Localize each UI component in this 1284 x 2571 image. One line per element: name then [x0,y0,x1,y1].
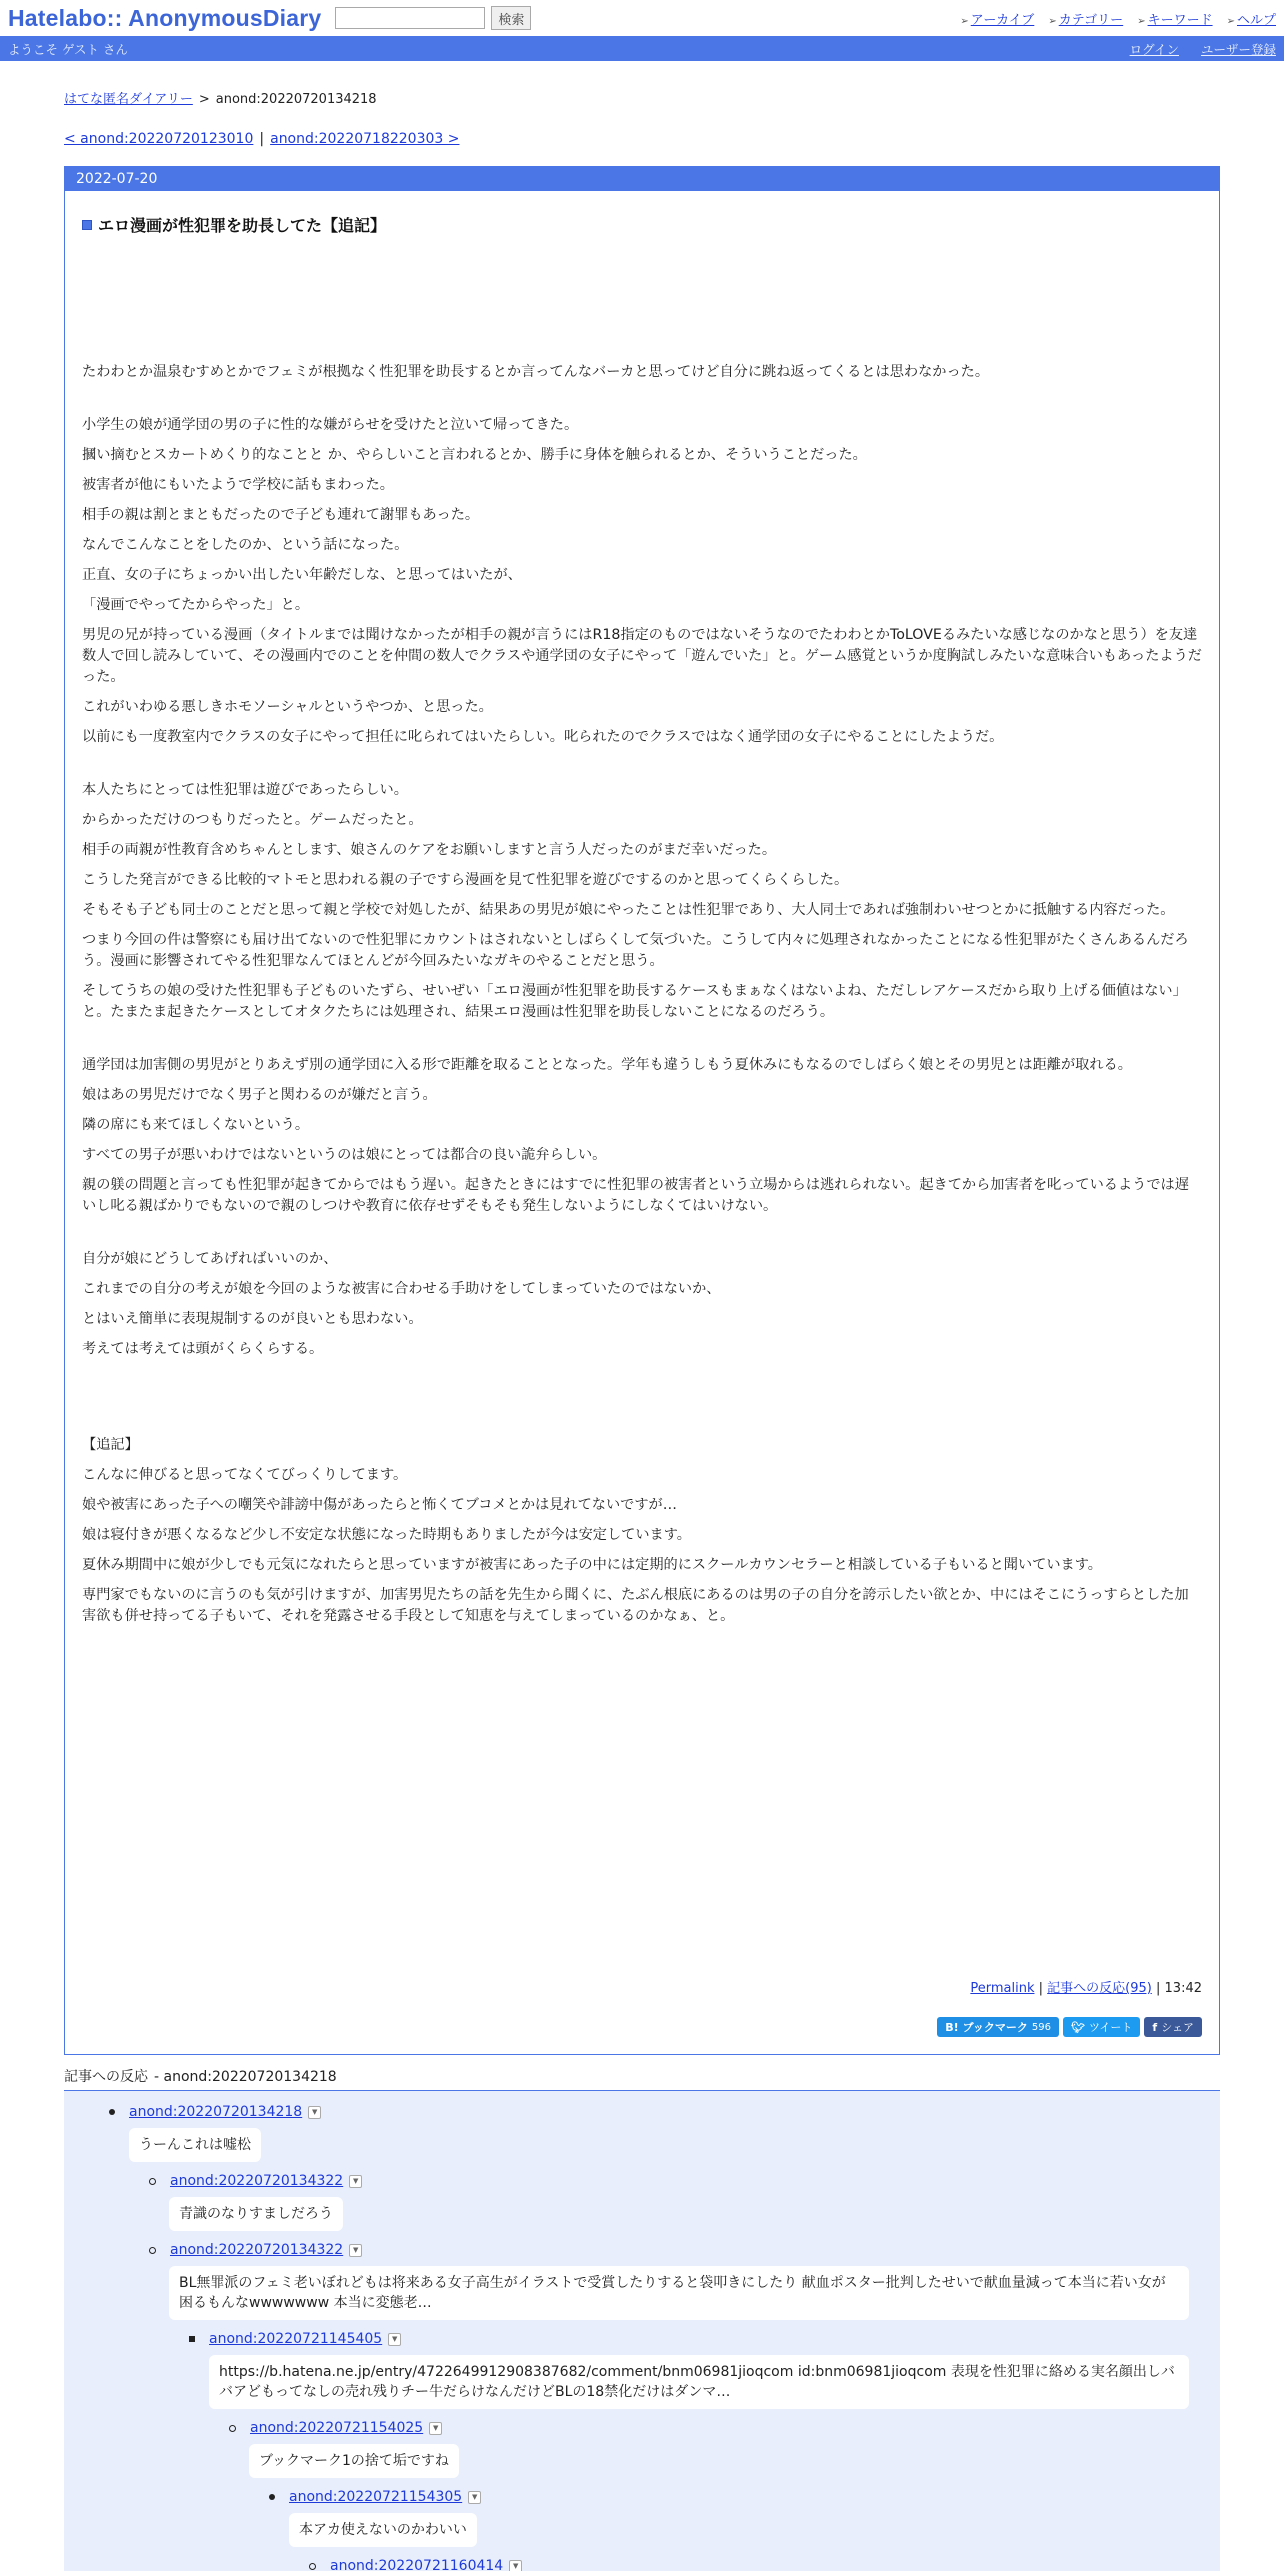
paragraph: すべての男子が悪いわけではないというのは娘にとっては都合の良い詭弁らしい。 [82,1145,1202,1166]
entry-time: 13:42 [1165,1981,1202,1996]
site-logo[interactable]: Hatelabo:: AnonymousDiary [8,5,321,32]
footer-divider: | [1039,1981,1043,1996]
paragraph: 正直、女の子にちょっかい出したい年齢だしな、と思ってはいたが、 [82,565,1202,586]
breadcrumb-current: anond:20220720134218 [216,92,377,107]
reactions-target: anond:20220720134218 [164,2069,337,2085]
paragraph: 専門家でもないのに言うのも気が引けますが、加害男児たちの話を先生から聞くに、たぶん根底にあるのは男の子の自分を誇示したい欲とか、中にはそこにうっすらとした加害欲も併せ持ってる子もいて、それを発露させる手段として知恵を与えてしまっているのかなぁ、と。 [82,1585,1202,1627]
reaction-item [229,2417,1220,2486]
reactions-tree [64,2091,1220,2571]
bullet [149,2247,156,2254]
reaction-text: ブックマーク1の捨て垢ですね [249,2444,459,2478]
nav-keyword[interactable]: ➢ キーワード [1137,9,1212,28]
paragraph: これがいわゆる悪しきホモソーシャルというやつか、と思った。 [82,697,1202,718]
paragraph: なんでこんなことをしたのか、という話になった。 [82,535,1202,556]
entry-pager [64,131,1220,147]
reaction-item [269,2486,1220,2555]
reaction-text: うーんこれは嘘松 [129,2128,261,2162]
chevron-down-icon[interactable]: ▼ [509,2560,522,2571]
section-square-icon[interactable] [82,220,92,230]
reaction-text: BL無罪派のフェミ老いぼれどもは将来ある女子高生がイラストで受賞したりすると袋叩きにしたり 献血ポスター批判したせいで献血量減って本当に若い女が困るもんなwwwwwww 本当に変態老… [169,2266,1189,2320]
reaction-item [149,2170,1220,2239]
main-container [64,88,1220,2571]
bookmark-count: 596 [1032,2022,1051,2033]
facebook-share-button[interactable]: f シェア [1144,2017,1202,2037]
reaction-item [309,2555,1220,2571]
reaction-text: 本アカ使えないのかわいい [289,2513,477,2547]
chevron-down-icon[interactable]: ▼ [349,2175,362,2188]
hatena-bookmark-button[interactable]: B! ブックマーク 596 [937,2017,1059,2037]
reaction-item [189,2328,1220,2417]
pager-divider: | [259,131,264,147]
bullet [149,2178,156,2185]
entry-footer [970,1977,1202,1996]
paragraph: 娘はあの男児だけでなく男子と関わるのが嫌だと言う。 [82,1085,1202,1106]
reaction-text: 青識のなりすましだろう [169,2197,343,2231]
bullet [109,2109,115,2115]
paragraph: 娘は寝付きが悪くなるなど少し不安定な状態になった時期もありましたが今は安定しています。 [82,1525,1202,1546]
entry-section [65,213,1219,1627]
paragraph: 被害者が他にもいたようで学校に話もまわった。 [82,475,1202,496]
reaction-link[interactable]: anond:20220721145405 [209,2331,382,2347]
share-buttons [937,2017,1202,2037]
hatena-bookmark-icon: B! [945,2021,958,2034]
paragraph: 男児の兄が持っている漫画（タイトルまでは聞けなかったが相手の親が言うにはR18指定のものではないそうなのでたわわとかToLOVEるみたいな感じなのかなと思う）を友達数人で回し読みしていて、その漫画内でのことを仲間の数人でクラスや通学団の女子にやって「遊んでいた」と。ゲーム感覚というか度胸試しみたいな意味合いもあったようだった。 [82,625,1202,688]
chevron-down-icon[interactable]: ▼ [349,2244,362,2257]
reaction-link[interactable]: anond:20220720134322 [170,2173,343,2189]
twitter-bird-icon: 🐦︎ [1071,2021,1085,2034]
prev-entry-link[interactable]: < anond:20220720123010 [64,131,253,147]
reaction-item [149,2239,1220,2328]
paragraph: 考えては考えては頭がくらくらする。 [82,1339,1202,1360]
reaction-link[interactable]: anond:20220720134218 [129,2104,302,2120]
reactions-link[interactable]: 記事への反応(95) [1047,1981,1152,1996]
reaction-link[interactable]: anond:20220721160414 [330,2558,503,2571]
paragraph: 【追記】 [82,1435,1202,1456]
entry-title-text: エロ漫画が性犯罪を助長してた【追記】 [98,213,386,236]
register-link[interactable]: ユーザー登録 [1201,40,1276,58]
facebook-icon: f [1152,2021,1157,2034]
paragraph: そもそも子ども同士のことだと思って親と学校で対処したが、結果あの男児が娘にやったことは性犯罪であり、大人同士であれば強制わいせつとかに抵触する内容だった。 [82,900,1202,921]
breadcrumb-root[interactable]: はてな匿名ダイアリー [64,92,193,107]
search-input[interactable] [335,7,485,29]
nav-help[interactable]: ➢ ヘルプ [1227,9,1276,28]
reactions-heading: 記事への反応 - anond:20220720134218 [64,2066,1220,2091]
paragraph: 相手の親は割とまともだったので子ども連れて謝罪もあった。 [82,505,1202,526]
nav-archive[interactable]: ➢ アーカイブ [960,9,1034,28]
breadcrumb-sep: > [199,92,210,107]
top-nav [960,9,1276,28]
arrow-icon: ➢ [1137,16,1145,27]
top-bar [0,0,1284,36]
paragraph: 以前にも一度教室内でクラスの女子にやって担任に叱られてはいたらしい。叱られたのでクラスではなく通学団の女子にやることにしたようだ。 [82,727,1202,748]
chevron-down-icon[interactable]: ▼ [468,2491,481,2504]
reaction-item [109,2101,1220,2170]
arrow-icon: ➢ [1227,16,1235,27]
bullet [189,2336,195,2342]
bullet [309,2563,316,2570]
arrow-icon: ➢ [960,16,968,27]
chevron-down-icon[interactable]: ▼ [388,2333,401,2346]
paragraph: 本人たちにとっては性犯罪は遊びであったらしい。 [82,780,1202,801]
reaction-link[interactable]: anond:20220721154305 [289,2489,462,2505]
paragraph: 「漫画でやってたからやった」と。 [82,595,1202,616]
reaction-link[interactable]: anond:20220721154025 [250,2420,423,2436]
welcome-bar [0,36,1284,61]
paragraph: 娘や被害にあった子への嘲笑や誹謗中傷があったらと怖くてブコメとかは見れてないですが… [82,1495,1202,1516]
paragraph: 夏休み期間中に娘が少しでも元気になれたらと思っていますが被害にあった子の中には定期的にスクールカウンセラーと相談している子もいると聞いています。 [82,1555,1202,1576]
entry-title [82,213,1202,236]
reaction-text: https://b.hatena.ne.jp/entry/4722649912908387682/comment/bnm06981jioqcom id:bnm06981jioqcom 表現を性犯罪に絡める実名顔出しババアどもってなしの売れ残りチー牛だらけなんだけどBLの18禁化だけはダンマ… [209,2355,1189,2409]
paragraph: とはいえ簡単に表現規制するのが良いとも思わない。 [82,1309,1202,1330]
paragraph: 相手の両親が性教育含めちゃんとします、娘さんのケアをお願いしますと言う人だったのがまだ幸いだった。 [82,840,1202,861]
footer-divider: | [1156,1981,1160,1996]
next-entry-link[interactable]: anond:20220718220303 > [270,131,459,147]
paragraph: 隣の席にも来てほしくないという。 [82,1115,1202,1136]
chevron-down-icon[interactable]: ▼ [429,2422,442,2435]
breadcrumb [64,88,1220,107]
welcome-text: ようこそ ゲスト さん [8,40,128,58]
paragraph: これまでの自分の考えが娘を今回のような被害に合わせる手助けをしてしまっていたのではないか、 [82,1279,1202,1300]
arrow-icon: ➢ [1048,16,1056,27]
day-box [64,166,1220,2055]
paragraph: 親の躾の問題と言っても性犯罪が起きてからではもう遅い。起きたときにはすでに性犯罪の被害者という立場からは逃れられない。起きてから加害者を叱っているようでは遅いし叱る親ばかりでもないので親のしつけや教育に依存せずそもそも発生しないようにしなくてはいけない。 [82,1175,1202,1217]
bullet [269,2494,275,2500]
entry-body [82,362,1202,1627]
paragraph: そしてうちの娘の受けた性犯罪も子どものいたずら、せいぜい「エロ漫画が性犯罪を助長するケースもまぁなくはないよね、ただしレアケースだから取り上げる価値はない」と。たまたま起きたケースとしてオタクたちには処理され、結果エロ漫画は性犯罪を助長しないことになるのだろう。 [82,981,1202,1023]
tweet-button[interactable]: 🐦︎ ツイート [1063,2017,1140,2037]
chevron-down-icon[interactable]: ▼ [308,2106,321,2119]
paragraph: こんなに伸びると思ってなくてびっくりしてます。 [82,1465,1202,1486]
paragraph: 通学団は加害側の男児がとりあえず別の通学団に入る形で距離を取ることとなった。学年も違うしもう夏休みにもなるのでしばらく娘とその男児とは距離が取れる。 [82,1055,1202,1076]
paragraph: 小学生の娘が通学団の男の子に性的な嫌がらせを受けたと泣いて帰ってきた。 [82,415,1202,436]
paragraph: こうした発言ができる比較的マトモと思われる親の子ですら漫画を見て性犯罪を遊びでするのかと思ってくらくらした。 [82,870,1202,891]
paragraph: 摑い摘むとスカートめくり的なことと か、やらしいこと言われるとか、勝手に身体を触られるとか、そういうことだった。 [82,445,1202,466]
login-link[interactable]: ログイン [1130,40,1179,58]
paragraph: つまり今回の件は警察にも届け出てないので性犯罪にカウントはされないとしばらくして気づいた。こうして内々に処理されなかったことになる性犯罪がたくさんあるんだろう。漫画に影響されてやる性犯罪なんてほとんどが今回みたいなガキのやることだと思う。 [82,930,1202,972]
permalink[interactable]: Permalink [970,1981,1034,1996]
reactions-heading-dash: - [154,2069,159,2085]
paragraph: 自分が娘にどうしてあげればいいのか、 [82,1249,1202,1270]
paragraph: たわわとか温泉むすめとかでフェミが根拠なく性犯罪を助長するとか言ってんなバーカと思ってけど自分に跳ね返ってくるとは思わなかった。 [82,362,1202,383]
bullet [229,2425,236,2432]
paragraph: からかっただけのつもりだったと。ゲームだったと。 [82,810,1202,831]
search-button[interactable]: 検索 [491,6,531,30]
day-date: 2022-07-20 [65,167,1219,191]
nav-category[interactable]: ➢ カテゴリー [1048,9,1123,28]
reaction-link[interactable]: anond:20220720134322 [170,2242,343,2258]
